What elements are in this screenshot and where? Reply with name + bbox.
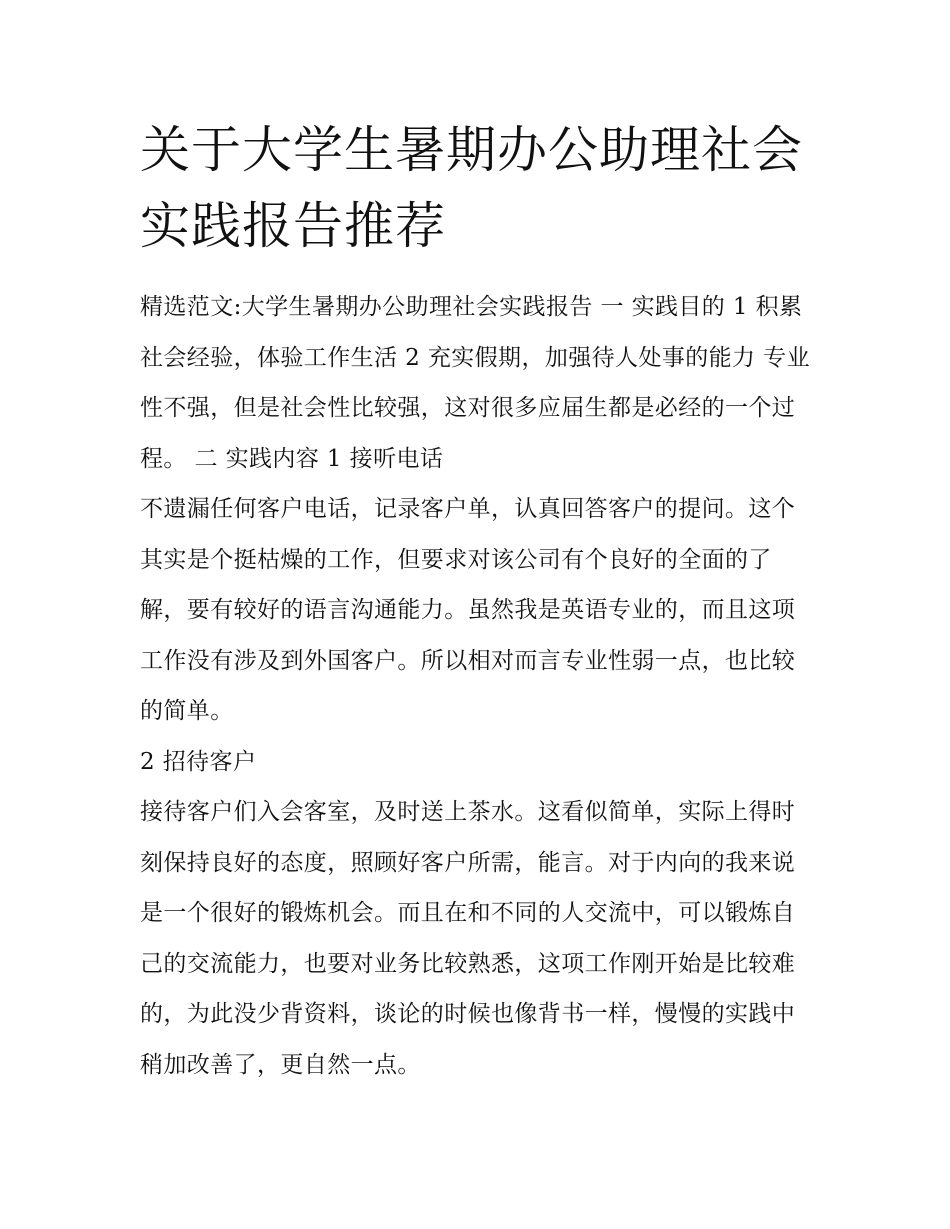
document-title: 关于大学生暑期办公助理社会实践报告推荐 xyxy=(140,121,803,255)
section-heading-reception: 2 招待客户 xyxy=(140,748,257,775)
paragraph-phone-duty: 不遗漏任何客户电话，记录客户单，认真回答客户的提问。这个其实是个挺枯燥的工作，但要求对该公司有个良好的全面的了解，要有较好的语言沟通能力。虽然我是英语专业的，而且这项工作没有涉及到外国客户。所以相对而言专业性弱一点，也比较的简单。 xyxy=(140,496,796,724)
paragraph-intro: 精选范文:大学生暑期办公助理社会实践报告 一 实践目的 1 积累社会经验，体验工作生活 2 充实假期，加强待人处事的能力 专业性不强，但是社会性比较强，这对很多应届生都是必经的一个过程。 二 实践内容 1 接听电话 xyxy=(140,294,810,472)
document-content xyxy=(140,112,815,1090)
paragraph-reception-duty: 接待客户们入会客室，及时送上茶水。这看似简单，实际上得时刻保持良好的态度，照顾好客户所需，能言。对于内向的我来说是一个很好的锻炼机会。而且在和不同的人交流中，可以锻炼自己的交流能力，也要对业务比较熟悉，这项工作刚开始是比较难的，为此没少背资料，谈论的时候也像背书一样，慢慢的实践中稍加改善了，更自然一点。 xyxy=(140,799,796,1078)
document-body xyxy=(140,282,815,1090)
